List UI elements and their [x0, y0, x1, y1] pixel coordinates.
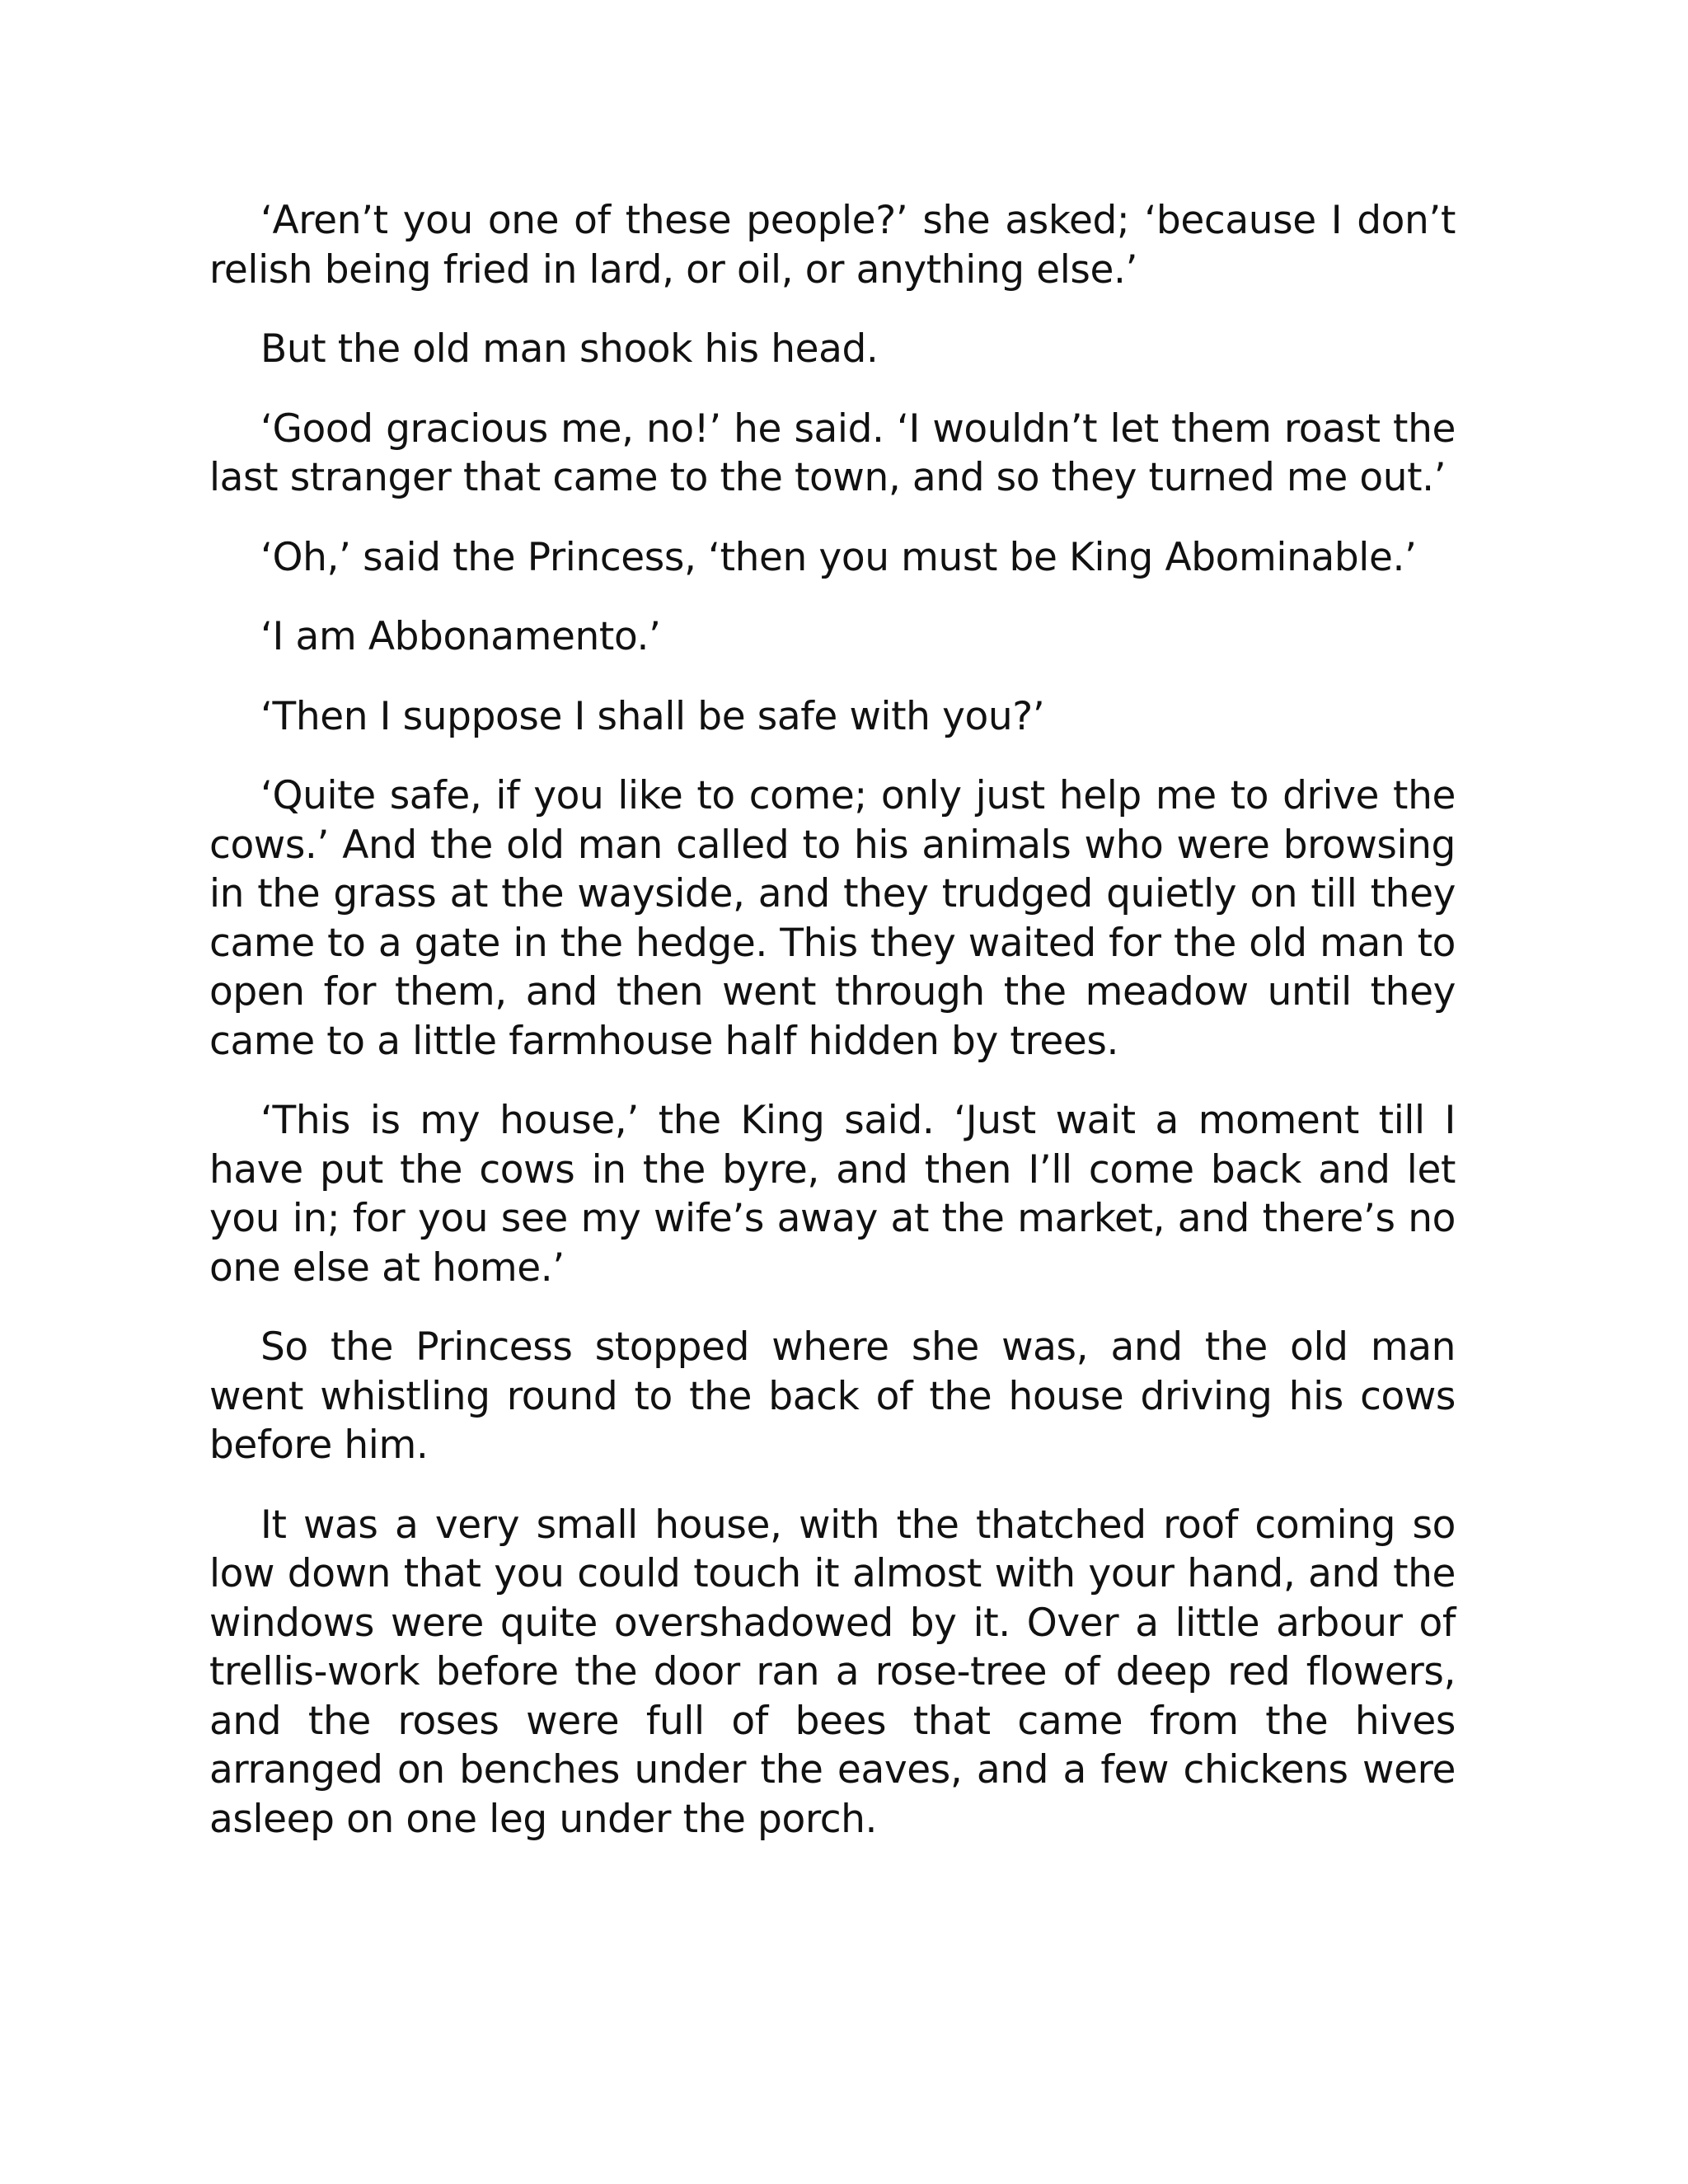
paragraph-5: ‘I am Abbonamento.’ [260, 614, 661, 659]
paragraph-9: So the Princess stopped where she was, and the old man went whistling round to the back of the house driving his cows before him. [209, 1324, 1456, 1468]
paragraph-1: ‘Aren’t you one of these people?’ she asked; ‘because I don’t relish being fried in lard, or oil, or anything else.’ [209, 198, 1456, 293]
paragraph-4: ‘Oh,’ said the Princess, ‘then you must be King Abominable.’ [260, 534, 1417, 580]
paragraph-8: ‘This is my house,’ the King said. ‘Just wait a moment till I have put the cows in the byre, and then I’ll come back and let you in; for you see my wife’s away at the market, and there’s no one else at home.’ [209, 1098, 1456, 1291]
paragraph-6: ‘Then I suppose I shall be safe with you?’ [260, 693, 1045, 739]
paragraph-10: It was a very small house, with the thatched roof coming so low down that you could touch it almost with your hand, and the windows were quite overshadowed by it. Over a little arbour of trellis-work before the door ran a rose-tree of deep red flowers, and the roses were full of bees that came from the hives arranged on benches under the eaves, and a few chickens were asleep on one leg under the porch. [209, 1502, 1456, 1842]
paragraph-2: But the old man shook his head. [260, 326, 879, 372]
paragraph-3: ‘Good gracious me, no!’ he said. ‘I wouldn’t let them roast the last stranger that came to the town, and so they turned me out.’ [209, 405, 1456, 500]
paragraph-7: ‘Quite safe, if you like to come; only just help me to drive the cows.’ And the old man called to his animals who were browsing in the grass at the wayside, and they trudged quietly on till they came to a gate in the hedge. This they waited for the old man to open for them, and then went through the meadow until they came to a little farmhouse half hidden by trees. [209, 773, 1456, 1064]
document-page [209, 196, 1456, 1874]
